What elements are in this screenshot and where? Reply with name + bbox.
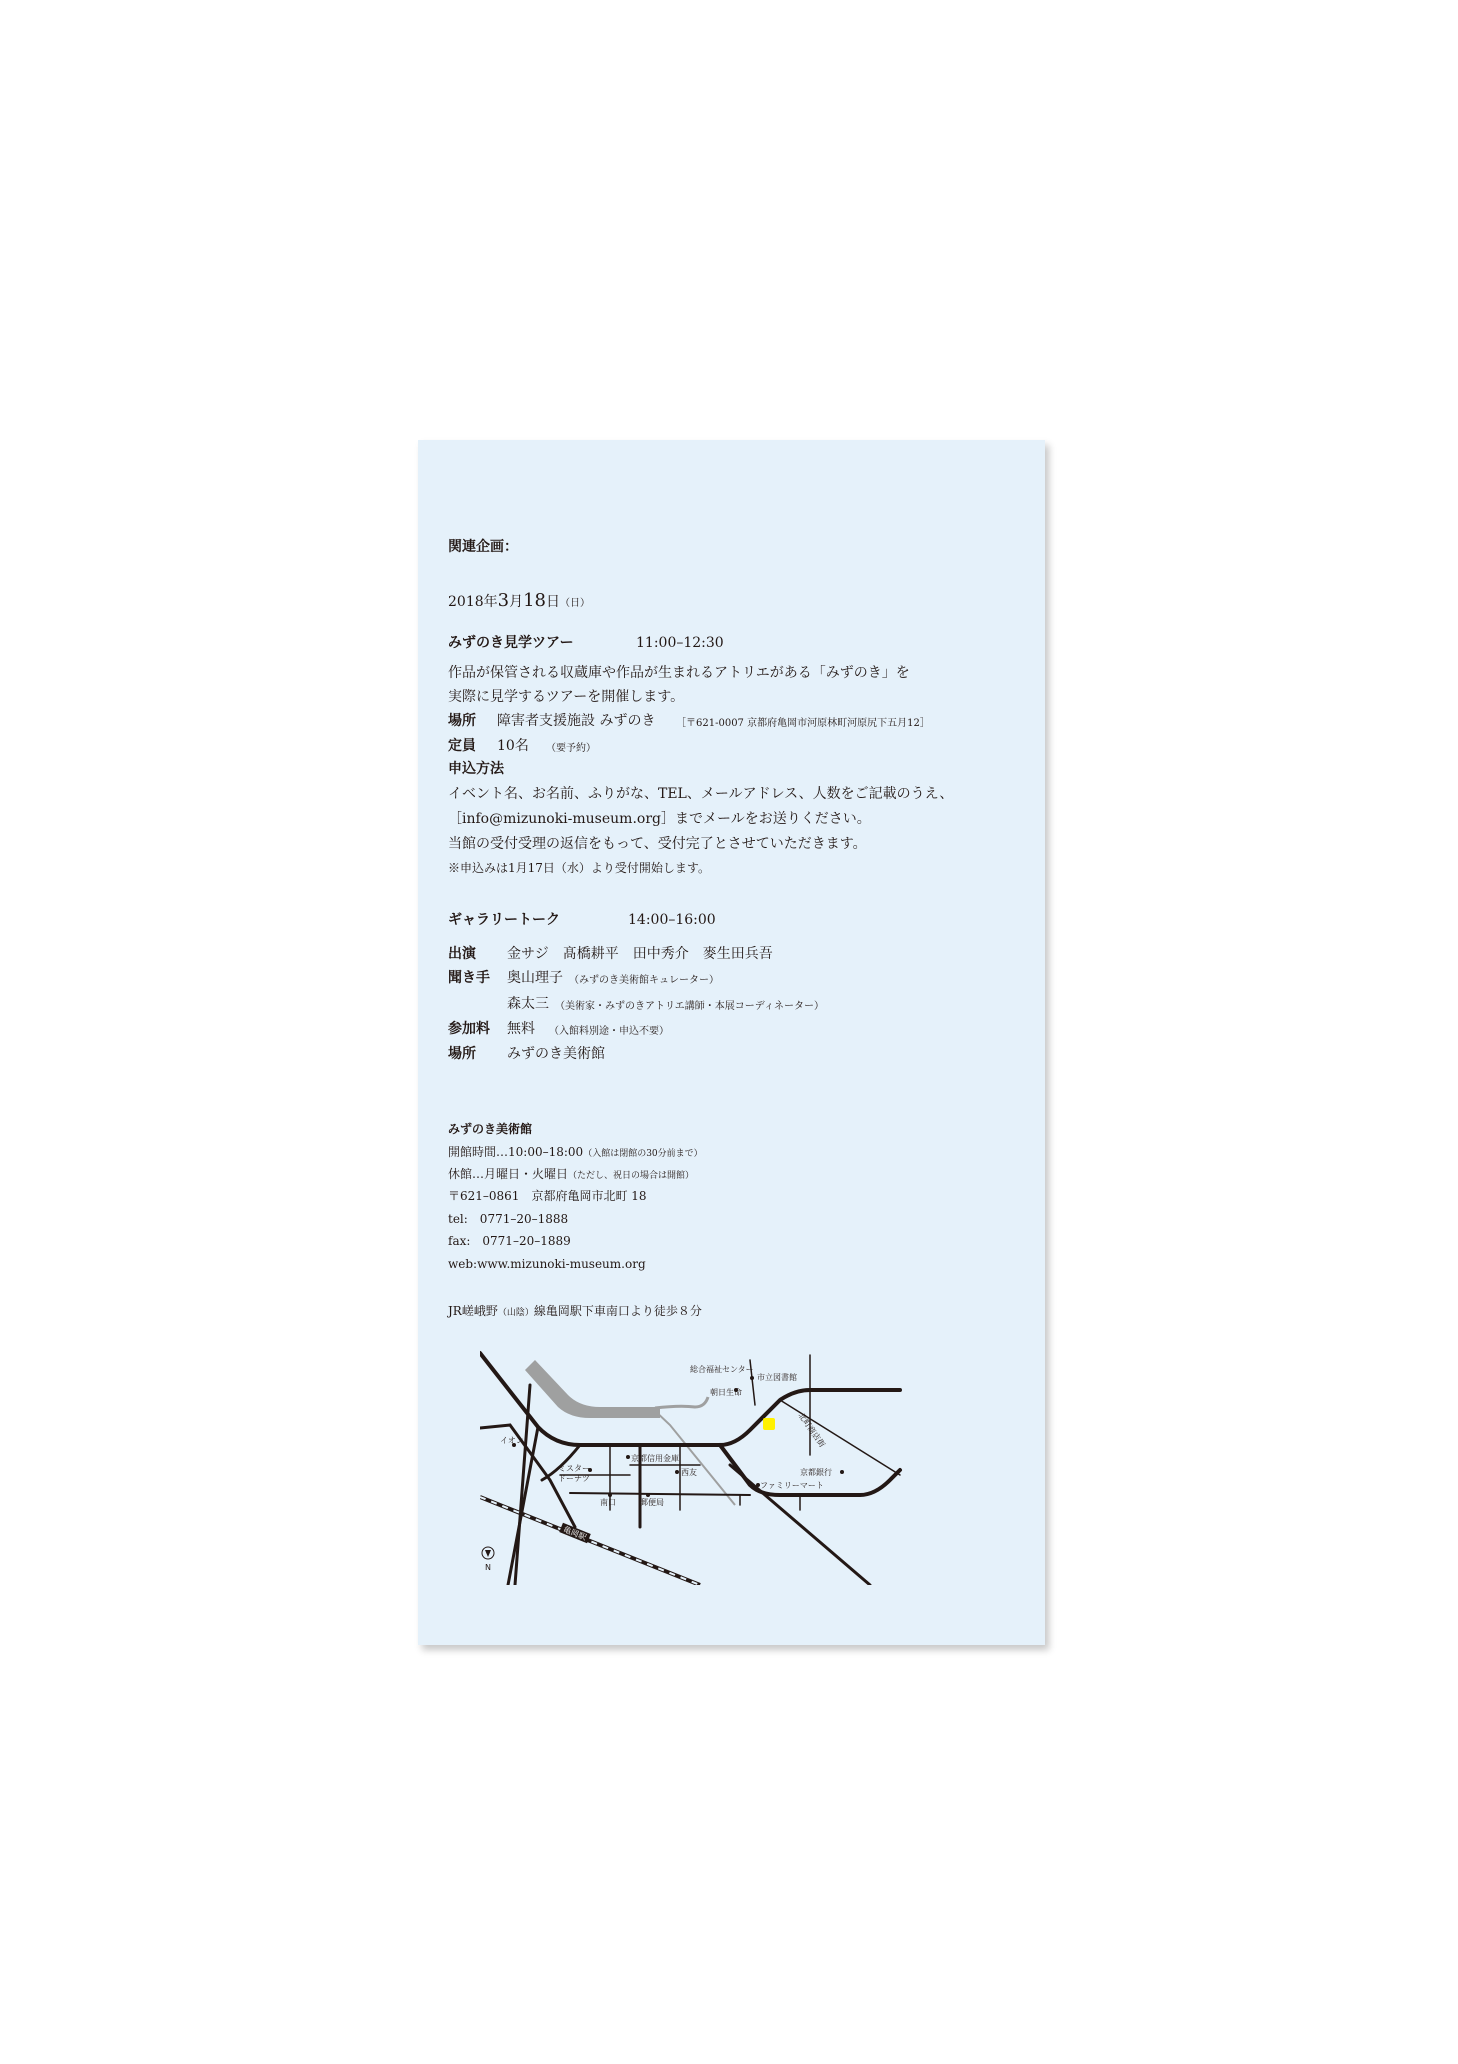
museum-closed — [448, 1165, 694, 1185]
tour-apply-line3: 当館の受付受理の返信をもって、受付完了とさせていただきます。 — [448, 836, 867, 852]
map-label-north: N — [485, 1563, 491, 1572]
museum-hours — [448, 1143, 703, 1163]
museum-hours-value: 10:00–18:00 — [508, 1145, 584, 1159]
museum-hours-label: 開館時間… — [448, 1145, 509, 1159]
tour-time: 11:00–12:30 — [636, 635, 724, 651]
date-month-unit: 月 — [509, 594, 524, 610]
map-label-post: 郵便局 — [640, 1498, 664, 1507]
talk-place-value: みずのき美術館 — [507, 1046, 605, 1062]
access-post: 線亀岡駅下車南口より徒歩８分 — [533, 1304, 702, 1318]
map-label-station: 亀岡駅 — [562, 1524, 588, 1543]
museum-web[interactable]: web:www.mizunoki-museum.org — [448, 1257, 646, 1271]
tour-place-address: ［〒621-0007 京都府亀岡市河原林町河原尻下五月12］ — [676, 718, 930, 729]
talk-fee-note: （入館料別途・申込不要） — [549, 1026, 669, 1037]
map-label-familymart: ファミリーマート — [760, 1481, 824, 1490]
date-year: 2018 — [448, 594, 484, 610]
map-label-kyoto-bank: 京都銀行 — [800, 1468, 832, 1477]
date-day: 18 — [523, 590, 546, 611]
museum-hours-note: （入館は閉館の30分前まで） — [583, 1149, 703, 1159]
museum-name: みずのき美術館 — [448, 1122, 533, 1136]
talk-interviewer1-note: （みずのき美術館キュレーター） — [569, 975, 719, 986]
talk-interviewer2-note: （美術家・みずのきアトリエ講師・本展コーディネーター） — [555, 1001, 824, 1012]
map-label-seiyu: 西友 — [681, 1468, 697, 1477]
north-arrow-icon — [482, 1547, 494, 1572]
map-label-mister2: ドーナツ — [558, 1474, 590, 1483]
date-day-unit: 日 — [546, 594, 560, 610]
talk-time: 14:00–16:00 — [628, 912, 716, 928]
talk-interviewer2-name: 森太三 — [507, 996, 549, 1012]
museum-closed-label: 休館… — [448, 1167, 485, 1181]
tour-apply-label: 申込方法 — [448, 761, 504, 777]
access-map — [480, 1345, 920, 1585]
map-label-kitamachi: 北町商店街 — [796, 1410, 827, 1449]
museum-closed-value: 月曜日・火曜日 — [484, 1167, 569, 1181]
event-date — [448, 592, 590, 613]
tour-capacity-label: 定員 — [448, 738, 476, 754]
map-label-asahi: 朝日生命 — [710, 1388, 742, 1397]
map-label-library: 市立図書館 — [757, 1373, 797, 1382]
map-label-aeon: イオン — [500, 1436, 524, 1445]
river — [525, 1360, 735, 1505]
museum-tel: tel: 0771–20–1888 — [448, 1212, 569, 1226]
map-label-mister1: ミスター — [558, 1464, 590, 1473]
talk-fee-label: 参加料 — [448, 1021, 490, 1037]
tour-apply-line1: イベント名、お名前、ふりがな、TEL、メールアドレス、人数をご記載のうえ、 — [448, 786, 954, 802]
talk-fee-value: 無料 — [507, 1021, 535, 1037]
tour-capacity-note: （要予約） — [546, 743, 596, 754]
talk-interviewer1-name: 奥山理子 — [507, 970, 563, 986]
tour-desc-line1: 作品が保管される収蔵庫や作品が生まれるアトリエがある「みずのき」を — [448, 665, 910, 681]
map-label-shinkin: 京都信用金庫 — [631, 1454, 679, 1463]
tour-apply-note: ※申込みは1月17日（水）より受付開始します。 — [448, 861, 710, 875]
map-label-south-exit: 南口 — [600, 1498, 616, 1507]
tour-place-value: 障害者支援施設 みずのき — [497, 713, 656, 729]
talk-speakers-label: 出演 — [448, 946, 476, 962]
talk-place-label: 場所 — [448, 1046, 476, 1062]
tour-desc-line2: 実際に見学するツアーを開催します。 — [448, 689, 685, 705]
date-month: 3 — [497, 590, 510, 611]
museum-marker — [763, 1418, 775, 1430]
info-card — [418, 440, 1045, 1645]
map-label-welfare: 総合福祉センター — [690, 1365, 754, 1374]
date-weekday: （日） — [560, 598, 590, 609]
talk-speakers-value: 金サジ 髙橋耕平 田中秀介 麥生田兵吾 — [507, 946, 773, 962]
access-note: （山陰） — [497, 1308, 534, 1318]
access-pre: JR嵯峨野 — [448, 1304, 498, 1318]
tour-place-label: 場所 — [448, 713, 476, 729]
museum-access — [448, 1302, 702, 1322]
tour-apply-line2: ［info@mizunoki-museum.org］までメールをお送りください。 — [448, 811, 871, 827]
museum-address: 〒621–0861 京都府亀岡市北町 18 — [448, 1189, 647, 1203]
museum-fax: fax: 0771–20–1889 — [448, 1234, 571, 1248]
tour-capacity-value: 10名 — [497, 738, 529, 754]
related-heading: 関連企画： — [448, 539, 518, 555]
date-year-unit: 年 — [483, 594, 498, 610]
museum-closed-note: （ただし、祝日の場合は開館） — [568, 1171, 695, 1181]
talk-title: ギャラリートーク — [448, 912, 560, 928]
tour-title: みずのき見学ツアー — [448, 635, 574, 651]
railway — [480, 1497, 700, 1585]
talk-interviewer-label: 聞き手 — [448, 970, 490, 986]
